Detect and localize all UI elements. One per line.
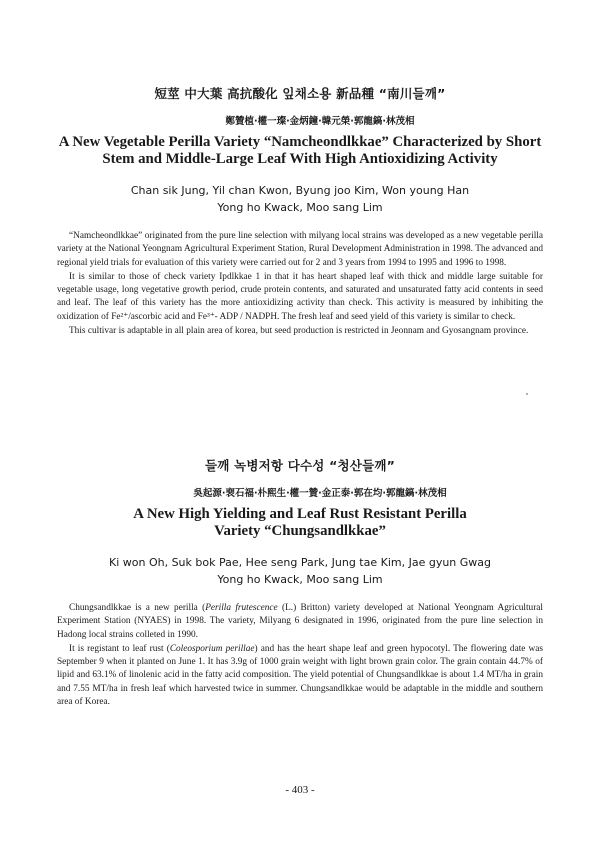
authors-line: Yong ho Kwack, Moo sang Lim xyxy=(217,573,383,586)
english-title xyxy=(0,134,600,168)
korean-authors: 吳起源·裵石福·朴熙生·權一贊·金正泰·郭在均·郭龍鎬·林茂相 xyxy=(193,488,447,499)
english-title xyxy=(0,506,600,540)
abstract-paragraph: It is similar to those of check variety Ipdlkkae 1 in that it has heart shaped leaf with thick and middle large suitable for vegetable usage, long vegetative growth period, crude protein contents, and saturated and unsaturated fatty acid contents in seed and leaf. The leaf of this variety has the more antioxidizing activity than check. This activity is measured by inhibiting the oxidization of Fe²⁺/ascorbic acid and Fe³⁺- ADP / NADPH. The fresh leaf and seed yield of this variety is similar to check. xyxy=(57,271,543,322)
korean-title: 短莖 中大葉 高抗酸化 잎채소용 新品種 “南川들깨” xyxy=(154,86,446,101)
text-run: It is registant to leaf rust ( xyxy=(69,643,170,654)
authors-line: Yong ho Kwack, Moo sang Lim xyxy=(217,201,383,214)
authors-line: Chan sik Jung, Yil chan Kwon, Byung joo Kim, Won young Han xyxy=(130,184,470,197)
english-title-line: A New Vegetable Perilla Variety “Namcheondlkkae” Characterized by Short xyxy=(58,134,542,150)
abstract xyxy=(57,230,543,338)
english-title-line: Stem and Middle-Large Leaf With High Antioxidizing Activity xyxy=(102,151,498,167)
english-authors xyxy=(0,554,600,588)
authors-line: Ki won Oh, Suk bok Pae, Hee seng Park, Jung tae Kim, Jae gyun Gwag xyxy=(108,556,492,569)
abstract-paragraph: “Namcheondlkkae” originated from the pure line selection with milyang local strains was developed as a new vegetable perilla variety at the National Yeongnam Agricultural Experiment Station, Rural Development Administration in 1998. The advanced and regional yield trials for evaluation of this variety were carried out for 2 and 3 years from 1994 to 1995 and 1996 to 1998. xyxy=(57,231,543,268)
abstract xyxy=(57,602,543,709)
english-title-line: A New High Yielding and Leaf Rust Resistant Perilla xyxy=(133,506,467,522)
scan-speck xyxy=(526,393,528,395)
english-authors xyxy=(0,182,600,216)
scientific-name: Coleosporium perillae xyxy=(169,643,255,654)
abstract-paragraph xyxy=(57,643,543,709)
article-namcheondlkkae xyxy=(0,86,600,338)
scientific-name: Perilla frutescence xyxy=(205,603,278,613)
korean-title: 들깨 녹병저항 다수성 “청산들깨” xyxy=(204,458,396,473)
abstract-paragraph xyxy=(57,602,543,642)
text-run: ) and has the heart shape leaf and green hypocotyl. The flowering date was September 9 when it planted on June 1. It has 3.9g of 1000 grain weight with light brown grain color. The grain contain 44.7% of lipid and 63.1% of linolenic acid in the fatty acid composition. The yield potential of Chungsandlkkae is about 1.4 MT/ha in grain and 7.55 MT/ha in fresh leaf which harvested twice in summer. Chungsandlkkae would be adaptable in the middle and southern area of Korea. xyxy=(57,643,543,708)
abstract-paragraph: This cultivar is adaptable in all plain area of korea, but seed production is restricted in Jeonnam and Gyosangnam province. xyxy=(69,326,529,337)
text-run: (L.) Britton) variety developed at National Yeongnam Agricultural Experiment Station (NYAES) in 1998. The variety, Milyang 6 designated in 1996, originated from the pure line selection in Hadong local strains colleted in 1990. xyxy=(57,603,543,640)
english-title-line: Variety “Chungsandlkkae” xyxy=(214,523,386,539)
page-number: - 403 - xyxy=(285,784,315,796)
text-run: Chungsandlkkae is a new perilla ( xyxy=(69,603,206,613)
korean-authors: 鄭贊植·權一璨·金炳鐘·韓元榮·郭龍鎬·林茂相 xyxy=(225,116,415,127)
article-chungsandlkkae xyxy=(0,458,600,709)
